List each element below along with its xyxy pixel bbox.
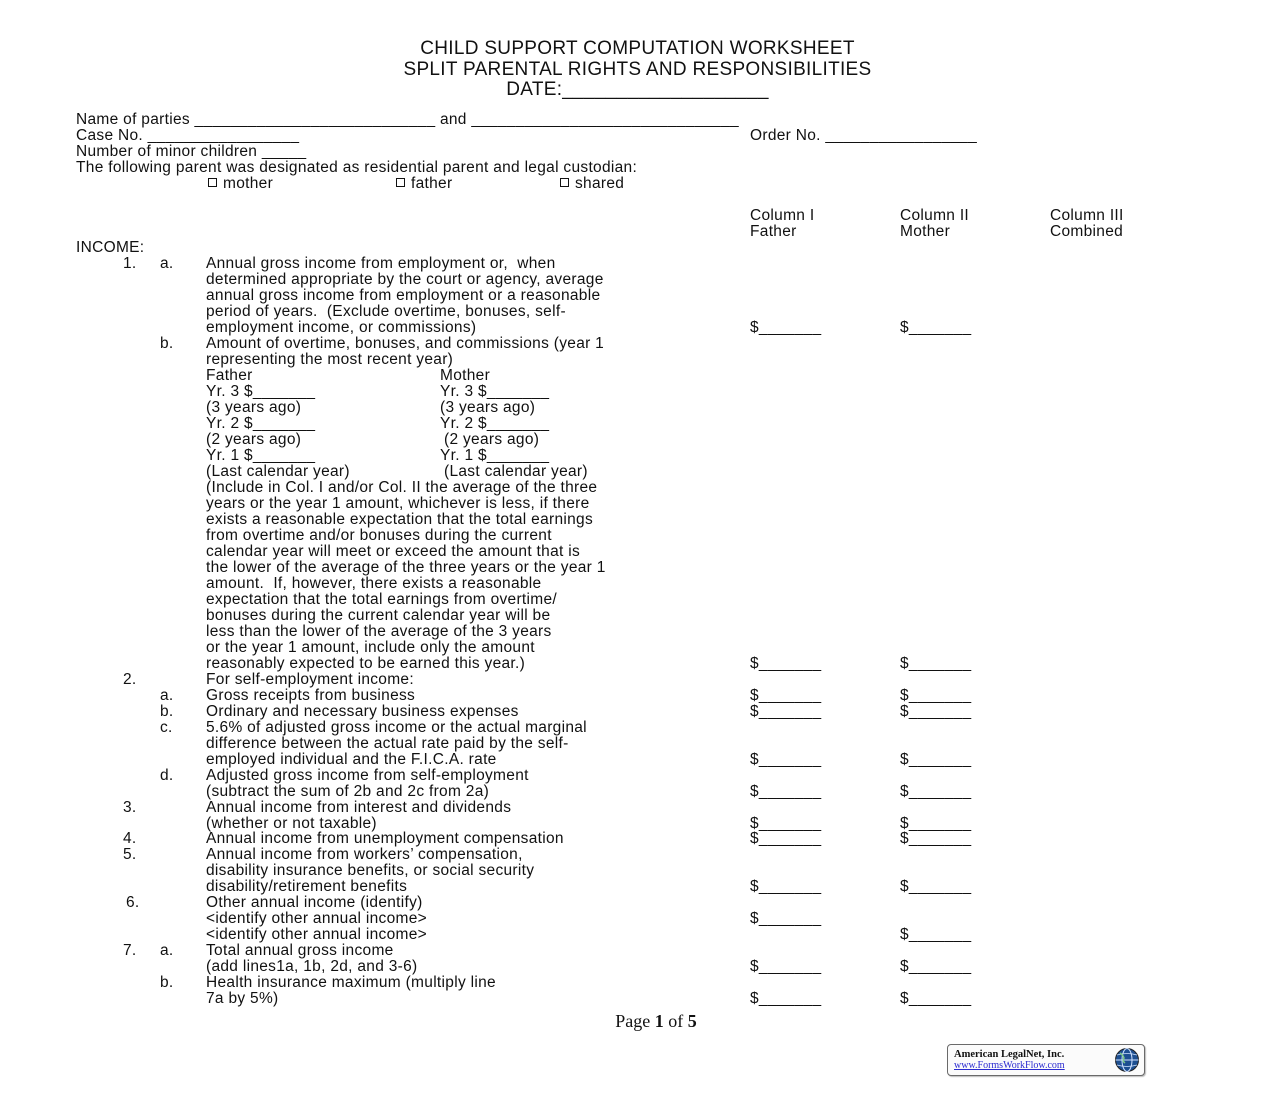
line-4-father-amount[interactable]: $_______ [750,830,822,847]
line-letter: c. [160,719,173,736]
line-2a-father-amount[interactable]: $_______ [750,687,822,704]
line-7b-mother-amount[interactable]: $_______ [900,990,972,1007]
line-2c-text-1: 5.6% of adjusted gross income or the actual marginal [206,719,587,736]
custodian-option-father[interactable]: father [396,176,452,192]
line-number: 4. [123,830,137,847]
line-2c-mother-amount[interactable]: $_______ [900,751,972,768]
column-1-header: Column I [750,207,815,224]
line-7a-text-2: (add lines1a, 1b, 2d, and 3-6) [206,958,418,975]
logo-company-name: American LegalNet, Inc. [954,1049,1065,1060]
father-yr2-field[interactable]: Yr. 2 $_______ [206,415,316,432]
case-number-field[interactable]: Case No. _________________ [76,127,300,144]
line-1b-father-amount[interactable]: $_______ [750,655,822,672]
line-letter: b. [160,703,174,720]
line-6-text-2: <identify other annual income> [206,910,427,927]
line-2b-mother-amount[interactable]: $_______ [900,703,972,720]
line-2a-text: Gross receipts from business [206,687,416,704]
page-indicator: Page 1 of 5 [615,1011,697,1031]
line-letter: a. [160,255,174,272]
line-number: 5. [123,846,137,863]
column-2-header: Column II [900,207,970,224]
father-yr3-caption: (3 years ago) [206,399,302,416]
column-3-header: Column III [1050,207,1124,224]
line-1a-text-2: determined appropriate by the court or agency, average [206,271,604,288]
line-7a-mother-amount[interactable]: $_______ [900,958,972,975]
mother-subheading: Mother [440,367,491,384]
line-1b-mother-amount[interactable]: $_______ [900,655,972,672]
column-2-label: Mother [900,223,951,240]
column-1-label: Father [750,223,797,240]
column-3-label: Combined [1050,223,1124,240]
line-5-text-1: Annual income from workers’ compensation, [206,846,523,863]
father-yr3-field[interactable]: Yr. 3 $_______ [206,383,316,400]
line-1b-note-3: exists a reasonable expectation that the total earnings [206,511,594,528]
line-6-father-amount[interactable]: $_______ [750,910,822,927]
line-6-text-3: <identify other annual income> [206,926,427,943]
line-letter: d. [160,767,174,784]
line-7a-text-1: Total annual gross income [206,942,394,959]
custodian-option-shared[interactable]: shared [560,176,624,192]
line-5-text-2: disability insurance benefits, or social security [206,862,535,879]
line-7b-text-1: Health insurance maximum (multiply line [206,974,496,991]
line-1b-note-11: or the year 1 amount, include only the amount [206,639,535,656]
line-7b-text-2: 7a by 5%) [206,990,279,1007]
line-1b-text-2: representing the most recent year) [206,351,454,368]
date-field[interactable]: DATE:___________________ [506,79,769,100]
line-1a-father-amount[interactable]: $_______ [750,319,822,336]
minor-children-field[interactable]: Number of minor children _____ [76,143,307,160]
mother-yr3-caption: (3 years ago) [440,399,536,416]
line-7b-father-amount[interactable]: $_______ [750,990,822,1007]
mother-yr3-field[interactable]: Yr. 3 $_______ [440,383,550,400]
checkbox-icon[interactable] [396,178,405,187]
order-number-field[interactable]: Order No. _________________ [750,127,977,144]
mother-yr2-field[interactable]: Yr. 2 $_______ [440,415,550,432]
line-1b-note-8: expectation that the total earnings from overtime/ [206,591,558,608]
line-1a-text-4: period of years. (Exclude overtime, bonuses, self- [206,303,566,320]
line-2b-text: Ordinary and necessary business expenses [206,703,519,720]
checkbox-icon[interactable] [208,178,217,187]
line-2c-text-2: difference between the actual rate paid by the self- [206,735,569,752]
form-title: CHILD SUPPORT COMPUTATION WORKSHEET [420,38,855,59]
line-4-mother-amount[interactable]: $_______ [900,830,972,847]
line-1a-text-1: Annual gross income from employment or, when [206,255,556,272]
checkbox-icon[interactable] [560,178,569,187]
line-2d-mother-amount[interactable]: $_______ [900,783,972,800]
line-7a-father-amount[interactable]: $_______ [750,958,822,975]
line-number: 1. [123,255,137,272]
line-1a-text-5: employment income, or commissions) [206,319,477,336]
line-number: 2. [123,671,137,688]
line-1b-note-1: (Include in Col. I and/or Col. II the average of the three [206,479,598,496]
custodian-option-mother[interactable]: mother [208,176,273,192]
line-2b-father-amount[interactable]: $_______ [750,703,822,720]
line-1a-text-3: annual gross income from employment or a reasonable [206,287,601,304]
logo-url-link[interactable]: www.FormsWorkFlow.com [954,1060,1065,1071]
line-letter: a. [160,687,174,704]
line-1b-note-4: from overtime and/or bonuses during the current [206,527,552,544]
line-2d-text-2: (subtract the sum of 2b and 2c from 2a) [206,783,490,800]
custodian-question: The following parent was designated as residential parent and legal custodian: [76,159,638,176]
line-letter: a. [160,942,174,959]
line-1b-note-6: the lower of the average of the three years or the year 1 [206,559,606,576]
publisher-logo[interactable] [947,1044,1145,1076]
line-3-text-1: Annual income from interest and dividends [206,799,512,816]
line-2a-mother-amount[interactable]: $_______ [900,687,972,704]
father-yr2-caption: (2 years ago) [206,431,302,448]
line-6-mother-amount[interactable]: $_______ [900,926,972,943]
line-2d-father-amount[interactable]: $_______ [750,783,822,800]
line-number: 3. [123,799,137,816]
form-subtitle: SPLIT PARENTAL RIGHTS AND RESPONSIBILITIES [403,59,872,80]
line-1b-note-7: amount. If, however, there exists a reasonable [206,575,542,592]
line-1b-note-12: reasonably expected to be earned this year.) [206,655,526,672]
mother-yr1-caption: (Last calendar year) [444,463,588,480]
mother-yr2-caption: (2 years ago) [444,431,540,448]
line-6-text-1: Other annual income (identify) [206,894,423,911]
line-number: 6. [126,894,140,911]
mother-yr1-field[interactable]: Yr. 1 $_______ [440,447,550,464]
section-heading: INCOME: [76,239,145,256]
line-3-father-amount[interactable]: $_______ [750,815,822,832]
line-1b-note-5: calendar year will meet or exceed the amount that is [206,543,581,560]
line-2-text: For self-employment income: [206,671,414,688]
father-yr1-caption: (Last calendar year) [206,463,350,480]
line-2c-text-3: employed individual and the F.I.C.A. rate [206,751,497,768]
father-yr1-field[interactable]: Yr. 1 $_______ [206,447,316,464]
line-5-father-amount[interactable]: $_______ [750,878,822,895]
line-letter: b. [160,974,174,991]
line-1b-text-1: Amount of overtime, bonuses, and commissions (year 1 [206,335,605,352]
line-number: 7. [123,942,137,959]
globe-icon [1114,1047,1140,1073]
line-1b-note-9: bonuses during the current calendar year will be [206,607,551,624]
line-5-mother-amount[interactable]: $_______ [900,878,972,895]
line-letter: b. [160,335,174,352]
line-1b-note-2: years or the year 1 amount, whichever is less, if there [206,495,590,512]
line-4-text: Annual income from unemployment compensation [206,830,564,847]
parties-names-field[interactable]: Name of parties ___________________________ and ______________________________ [76,111,739,128]
father-subheading: Father [206,367,253,384]
line-2d-text-1: Adjusted gross income from self-employment [206,767,529,784]
line-3-mother-amount[interactable]: $_______ [900,815,972,832]
line-1a-mother-amount[interactable]: $_______ [900,319,972,336]
line-1b-note-10: less than the lower of the average of the 3 years [206,623,552,640]
line-2c-father-amount[interactable]: $_______ [750,751,822,768]
line-3-text-2: (whether or not taxable) [206,815,377,832]
line-5-text-3: disability/retirement benefits [206,878,408,895]
